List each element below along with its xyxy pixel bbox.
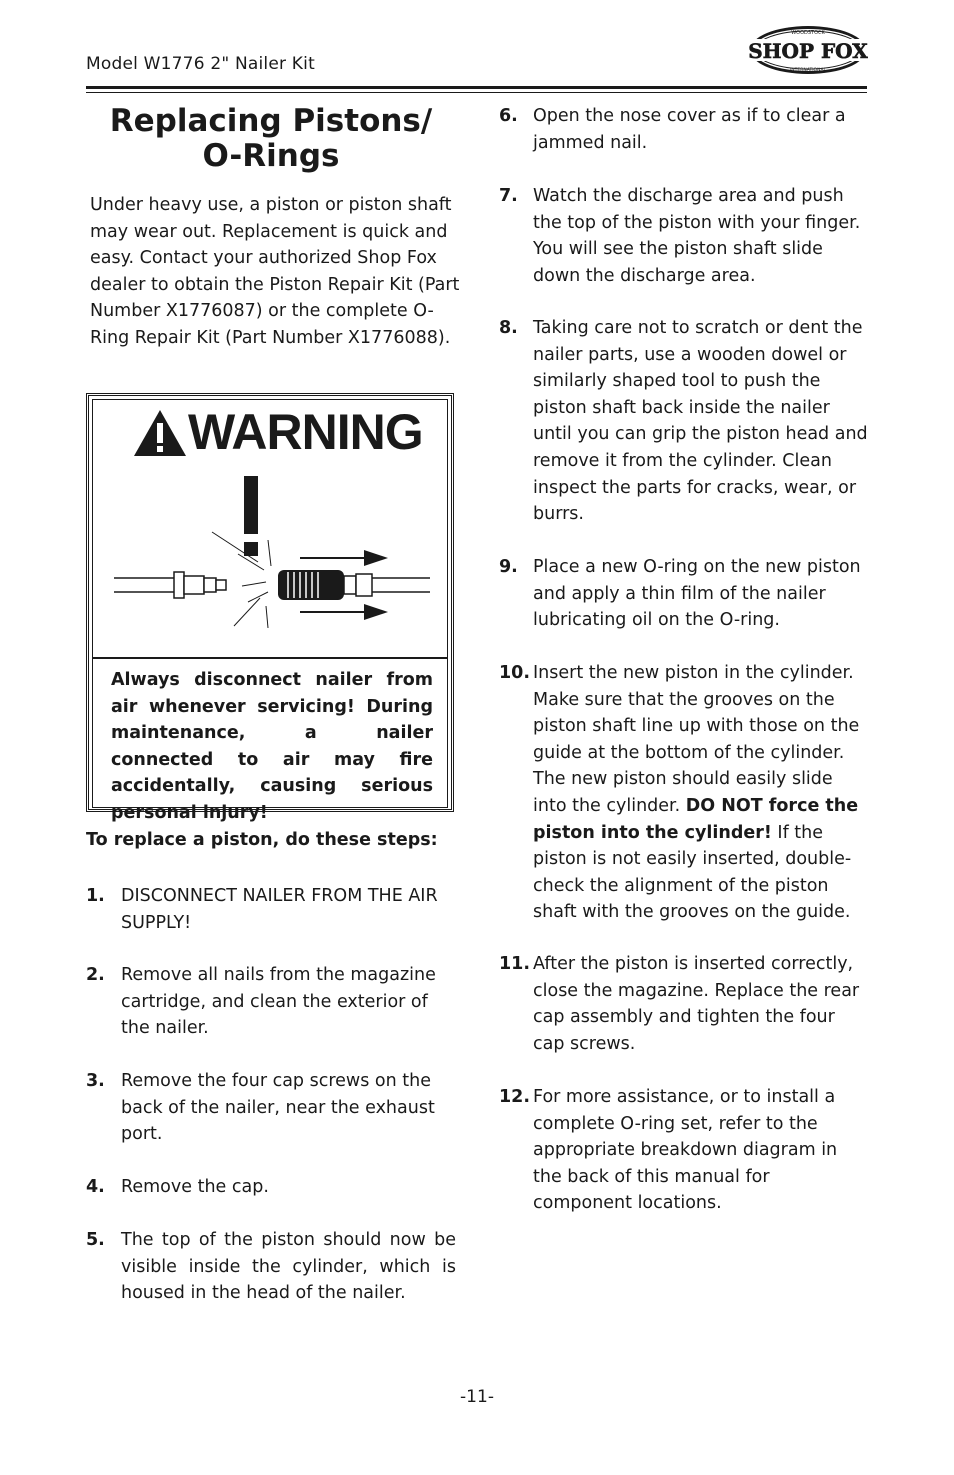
- warning-divider: [93, 657, 448, 659]
- step-number: 11.: [499, 954, 531, 974]
- step-text: For more assistance, or to install a complete O-ring set, refer to the appropriate breakdown diagram in the back of this manual for component locations.: [533, 1087, 838, 1214]
- step-number: 3.: [86, 1071, 105, 1091]
- step-number: 2.: [86, 965, 105, 985]
- title-line-2: O-Rings: [202, 138, 340, 174]
- step-2: [86, 962, 456, 1042]
- warning-text: Always disconnect nailer from air whenever servicing! During maintenance, a nailer connected to air may fire accidentally, causing serious personal injury!: [111, 670, 433, 823]
- intro-paragraph: Under heavy use, a piston or piston shaft may wear out. Replacement is quick and easy. Contact your authorized Shop Fox dealer to obtain the Piston Repair Kit (Part Number X1776087) or the complete O-Ring Repair Kit (Part Number X1776088).: [90, 195, 460, 348]
- header-model: Model W1776 2" Nailer Kit: [86, 54, 315, 74]
- step-text: Remove the four cap screws on the back of the nailer, near the exhaust port.: [121, 1071, 435, 1145]
- step-text: Remove the cap.: [121, 1177, 269, 1197]
- header-rule: [86, 86, 867, 89]
- step-number: 8.: [499, 318, 518, 338]
- step-text: Place a new O-ring on the new piston and apply a thin film of the nailer lubricating oil on the O-ring.: [533, 557, 861, 631]
- step-number: 12.: [499, 1087, 531, 1107]
- step-text: Open the nose cover as if to clear a jammed nail.: [533, 106, 846, 153]
- step-number: 4.: [86, 1177, 105, 1197]
- header-rule-thin: [86, 92, 867, 93]
- svg-text:INTERNATIONAL: INTERNATIONAL: [789, 68, 827, 73]
- step-text: Remove all nails from the magazine cartridge, and clean the exterior of the nailer.: [121, 965, 436, 1039]
- step-9: [499, 554, 869, 634]
- step-text: [533, 660, 869, 926]
- svg-text:WOODSTOCK: WOODSTOCK: [791, 30, 825, 36]
- warning-triangle-icon: [132, 408, 188, 458]
- step-text: DISCONNECT NAILER FROM THE AIR SUPPLY!: [121, 886, 438, 933]
- page-title: [88, 104, 454, 174]
- warning-title: WARNING: [188, 404, 423, 460]
- air-hose-disconnect-illustration: [108, 470, 438, 630]
- step-text-part: If the piston is not easily inserted, double-check the alignment of the piston shaft with the grooves on the guide.: [533, 822, 852, 923]
- step-text-part: Insert the new piston in the cylinder. Make sure that the grooves on the piston shaft line up with those on the guide at the bottom of the cylinder. The new piston should easily slide into the cylinder.: [533, 663, 860, 816]
- step-7: [499, 183, 869, 291]
- step-11: [499, 951, 869, 1059]
- title-line-1: Replacing Pistons/: [109, 103, 433, 139]
- step-text: Taking care not to scratch or dent the nailer parts, use a wooden dowel or similarly shaped tool to push the piston shaft back inside the nailer until you can grip the piston head and remove it from the cylinder. Clean inspect the parts for cracks, wear, or burrs.: [533, 318, 868, 525]
- step-number: 1.: [86, 886, 105, 906]
- step-8: [499, 315, 869, 529]
- step-10: [499, 660, 869, 926]
- step-text-emphasis: DO NOT force the piston into the cylinder!: [533, 795, 859, 843]
- step-text: Watch the discharge area and push the top of the piston with your finger. You will see the piston shaft slide down the discharge area.: [533, 186, 861, 286]
- step-4: [86, 1174, 456, 1202]
- step-6: [499, 103, 869, 157]
- page-number: -11-: [460, 1387, 494, 1407]
- step-number: 9.: [499, 557, 518, 577]
- steps-subheading: To replace a piston, do these steps:: [86, 830, 438, 850]
- step-1: [86, 883, 456, 937]
- step-12: [499, 1084, 869, 1218]
- step-3: [86, 1068, 456, 1148]
- shop-fox-logo: [748, 24, 868, 76]
- step-text: The top of the piston should now be visible inside the cylinder, which is housed in the head of the nailer.: [121, 1230, 456, 1304]
- step-number: 7.: [499, 186, 518, 206]
- step-5: [86, 1227, 456, 1307]
- step-number: 10.: [499, 663, 531, 683]
- step-number: 5.: [86, 1230, 105, 1250]
- step-text: After the piston is inserted correctly, close the magazine. Replace the rear cap assembly and tighten the four cap screws.: [533, 954, 860, 1054]
- step-number: 6.: [499, 106, 518, 126]
- svg-text:SHOP FOX: SHOP FOX: [748, 39, 868, 63]
